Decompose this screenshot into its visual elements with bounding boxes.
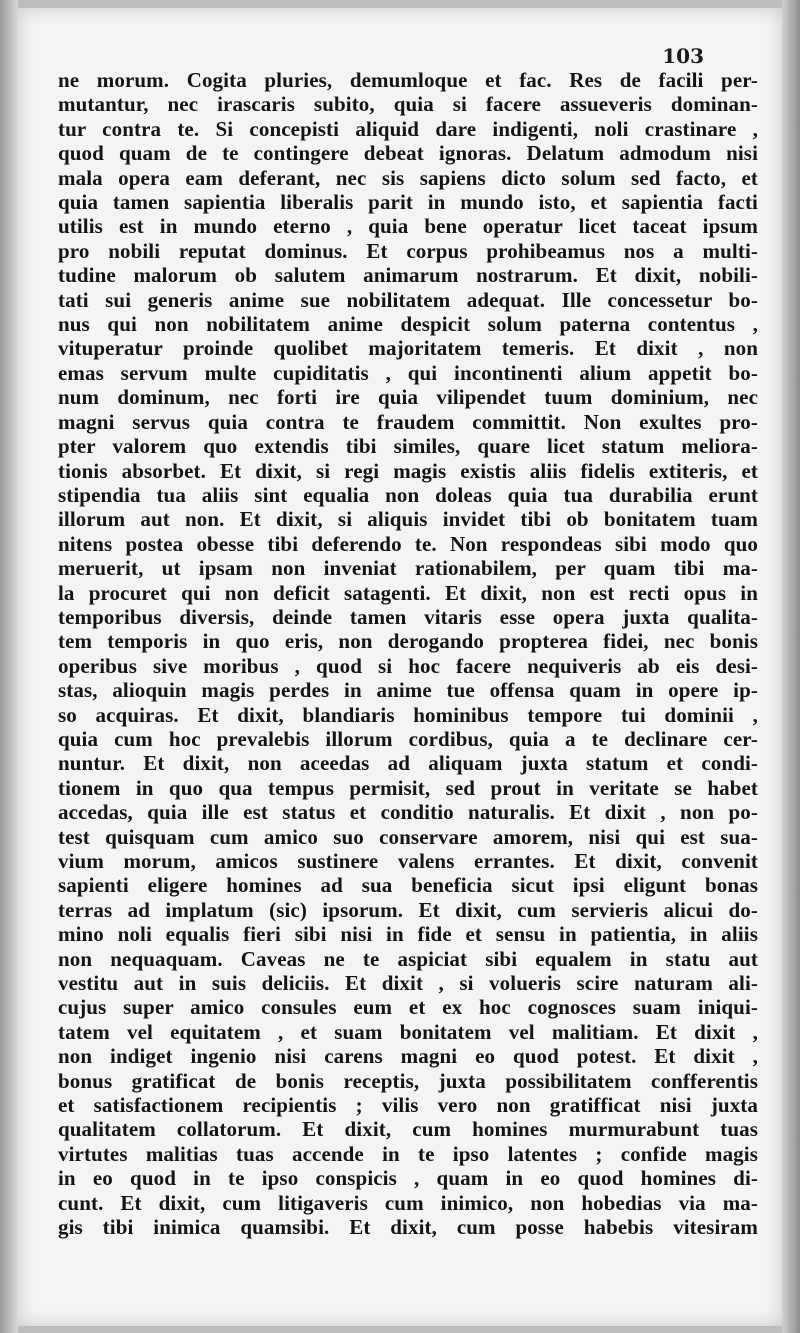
text-line: cunt. Et dixit, cum litigaveris cum inimico, non hobedias via ma- — [58, 1190, 758, 1215]
text-line: non indiget ingenio nisi carens magni eo quod potest. Et dixit , — [58, 1044, 758, 1069]
text-line: sapienti eligere homines ad sua beneficia sicut ipsi eligunt bonas — [58, 873, 758, 898]
text-line: tudine malorum ob salutem animarum nostrarum. Et dixit, nobili- — [58, 263, 758, 288]
scan-left-edge — [0, 0, 18, 1333]
text-line: so acquiras. Et dixit, blandiaris hominibus tempore tui dominii , — [58, 702, 758, 727]
text-line: in eo quod in te ipso conspicis , quam in eo quod homines di- — [58, 1166, 758, 1191]
text-line: num dominum, nec forti ire quia vilipendet tuum dominium, nec — [58, 385, 758, 410]
text-line: tatem vel equitatem , et suam bonitatem vel malitiam. Et dixit , — [58, 1019, 758, 1044]
text-line: qualitatem collatorum. Et dixit, cum homines murmurabunt tuas — [58, 1117, 758, 1142]
text-line: gis tibi inimica quamsibi. Et dixit, cum posse habebis vitesiram — [58, 1215, 758, 1240]
text-line: tur contra te. Si concepisti aliquid dare indigenti, noli crastinare , — [58, 116, 758, 141]
text-line: quia cum hoc prevalebis illorum cordibus, quia a te declinare cer- — [58, 726, 758, 751]
text-line: meruerit, ut ipsam non inveniat rationabilem, per quam tibi ma- — [58, 556, 758, 581]
text-line: et satisfactionem recipientis ; vilis vero non gratifficat nisi juxta — [58, 1093, 758, 1118]
book-page — [18, 8, 782, 1326]
text-line: accedas, quia ille est status et conditio naturalis. Et dixit , non po- — [58, 800, 758, 825]
text-line: nus qui non nobilitatem anime despicit solum paterna contentus , — [58, 312, 758, 337]
text-line: stipendia tua aliis sint equalia non doleas quia tua durabilia erunt — [58, 482, 758, 507]
text-line: tionem in quo qua tempus permisit, sed prout in veritate se habet — [58, 775, 758, 800]
text-line: utilis est in mundo eterno , quia bene operatur licet taceat ipsum — [58, 214, 758, 239]
text-line: temporibus diversis, deinde tamen vitaris esse opera juxta qualita- — [58, 604, 758, 629]
text-line: tem temporis in quo eris, non derogando propterea fidei, nec bonis — [58, 629, 758, 654]
text-line: virtutes malitias tuas accende in te ipso latentes ; confide magis — [58, 1141, 758, 1166]
scan-right-edge — [782, 0, 800, 1333]
text-line: mutantur, nec irascaris subito, quia si facere assueveris dominan- — [58, 92, 758, 117]
text-line: nuntur. Et dixit, non aceedas ad aliquam juxta statum et condi- — [58, 751, 758, 776]
text-line: tati sui generis anime sue nobilitatem adequat. Ille concessetur bo- — [58, 287, 758, 312]
text-line: vium morum, amicos sustinere valens errantes. Et dixit, convenit — [58, 849, 758, 873]
text-line: operibus sive moribus , quod si hoc facere nequiveris ab eis desi- — [58, 653, 758, 678]
text-line: quia tamen sapientia liberalis parit in mundo isto, et sapientia facti — [58, 190, 758, 215]
text-line: magni servus quia contra te fraudem committit. Non exultes pro- — [58, 409, 758, 434]
text-line: bonus gratificat de bonis receptis, juxta possibilitatem confferentis — [58, 1068, 758, 1093]
text-line: illorum aut non. Et dixit, si aliquis invidet tibi ob bonitatem tuam — [58, 507, 758, 532]
text-line: non nequaquam. Caveas ne te aspiciat sibi equalem in statu aut — [58, 946, 758, 971]
text-line: vituperatur proinde quolibet majoritatem temeris. Et dixit , non — [58, 336, 758, 361]
text-line: tionis absorbet. Et dixit, si regi magis existis aliis fidelis extiteris, et — [58, 458, 758, 483]
text-line: vestitu aut in suis deliciis. Et dixit , si volueris scire naturam ali- — [58, 971, 758, 996]
page-number: 103 — [662, 44, 704, 68]
text-line: ne morum. Cogita pluries, demumloque et fac. Res de facili per- — [58, 68, 758, 92]
text-line: test quisquam cum amico suo conservare amorem, nisi qui est sua- — [58, 824, 758, 849]
text-line: mino noli equalis fieri sibi nisi in fide et sensu in patientia, in aliis — [58, 922, 758, 947]
text-line: mala opera eam deferant, nec sis sapiens dicto solum sed facto, et — [58, 165, 758, 190]
text-line: pro nobili reputat dominus. Et corpus prohibeamus nos a multi- — [58, 238, 758, 263]
text-line: quod quam de te contingere debeat ignoras. Delatum admodum nisi — [58, 141, 758, 166]
text-line: cujus super amico consules eum et ex hoc cognosces suam iniqui- — [58, 995, 758, 1020]
text-line: terras ad implatum (sic) ipsorum. Et dixit, cum servieris alicui do- — [58, 897, 758, 922]
text-line: pter valorem quo extendis tibi similes, quare licet statum meliora- — [58, 434, 758, 459]
text-line: stas, alioquin magis perdes in anime tue offensa quam in opere ip- — [58, 678, 758, 703]
text-line: la procuret qui non deficit satagenti. Et dixit, non est recti opus in — [58, 580, 758, 605]
body-text — [58, 68, 758, 1240]
text-line: emas servum multe cupiditatis , qui incontinenti alium appetit bo- — [58, 360, 758, 385]
text-line: nitens postea obesse tibi deferendo te. Non respondeas sibi modo quo — [58, 531, 758, 556]
